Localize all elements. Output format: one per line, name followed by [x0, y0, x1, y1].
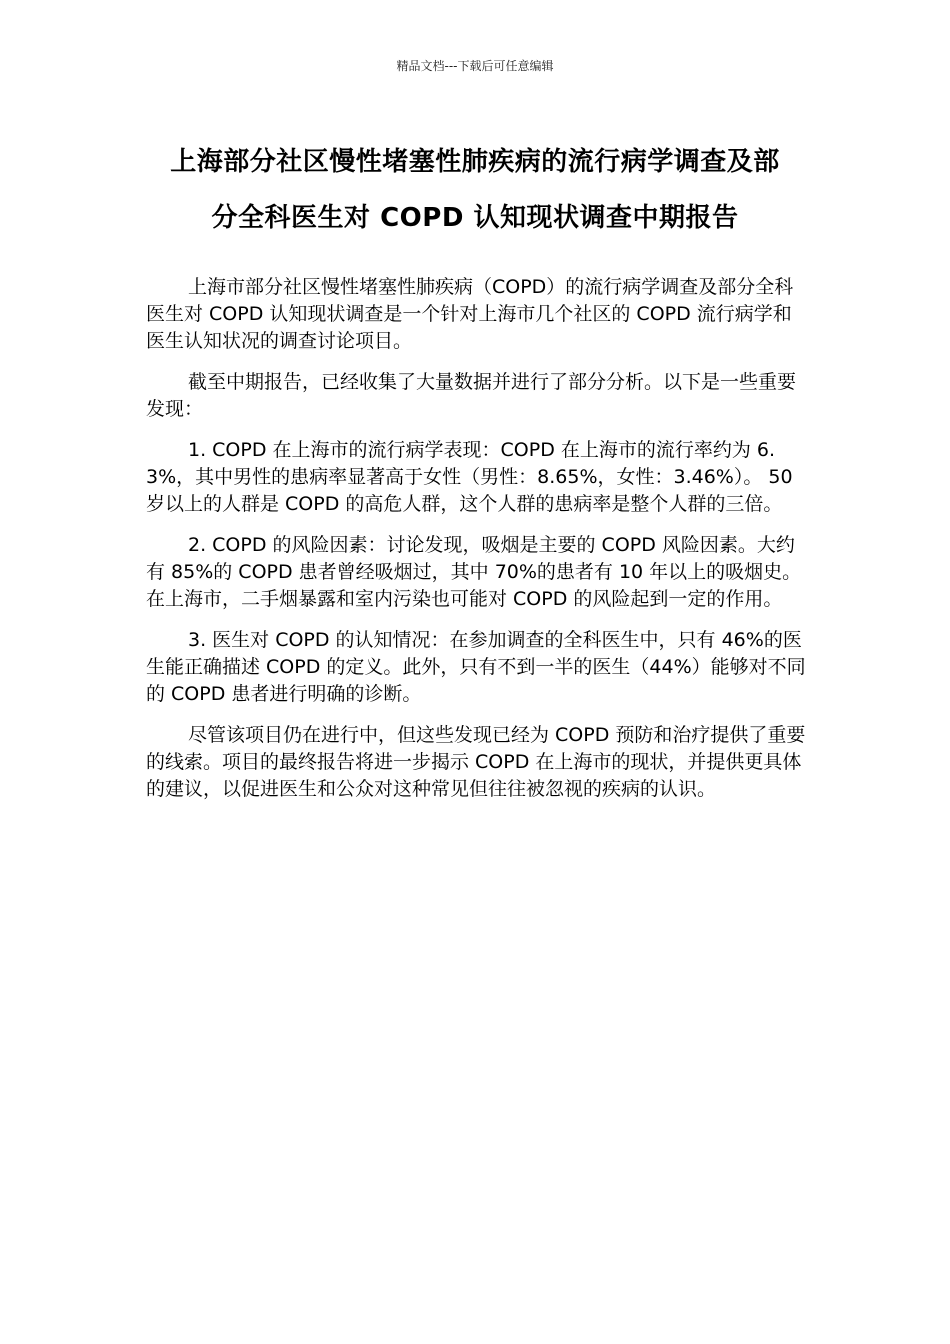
paragraph-finding-risk-factors: 2. COPD 的风险因素：讨论发现，吸烟是主要的 COPD 风险因素。大约有 85%的 COPD 患者曾经吸烟过，其中 70%的患者有 10 年以上的吸烟史。在上海市，二手烟暴露和室内污染也可能对 COPD 的风险起到一定的作用。 — [146, 534, 802, 610]
paragraph-finding-physician-awareness: 3. 医生对 COPD 的认知情况：在参加调查的全科医生中，只有 46%的医生能正确描述 COPD 的定义。此外，只有不到一半的医生（44%）能够对不同的 COPD 患者进行明确的诊断。 — [146, 629, 806, 705]
paragraph-intro: 上海市部分社区慢性堵塞性肺疾病（COPD）的流行病学调查及部分全科医生对 COPD 认知现状调查是一个针对上海市几个社区的 COPD 流行病学和医生认知状况的调查讨论项目。 — [146, 276, 794, 352]
document-title — [140, 134, 810, 246]
document-body — [146, 274, 810, 817]
header-note: 精品文档---下载后可任意编辑 — [396, 59, 554, 73]
paragraph-progress: 截至中期报告，已经收集了大量数据并进行了部分分析。以下是一些重要发现： — [146, 371, 797, 420]
paragraph-conclusion: 尽管该项目仍在进行中，但这些发现已经为 COPD 预防和治疗提供了重要的线索。项目的最终报告将进一步揭示 COPD 在上海市的现状，并提供更具体的建议，以促进医生和公众对这种常见但往往被忽视的疾病的认识。 — [146, 724, 806, 800]
title-line-1: 上海部分社区慢性堵塞性肺疾病的流行病学调查及部 — [170, 147, 780, 177]
title-line-2: 分全科医生对 COPD 认知现状调查中期报告 — [211, 203, 739, 233]
paragraph-finding-epidemiology: 1. COPD 在上海市的流行病学表现：COPD 在上海市的流行率约为 6.3%，其中男性的患病率显著高于女性（男性：8.65%，女性：3.46%）。 50 岁以上的人群是 COPD 的高危人群，这个人群的患病率是整个人群的三倍。 — [146, 439, 793, 515]
